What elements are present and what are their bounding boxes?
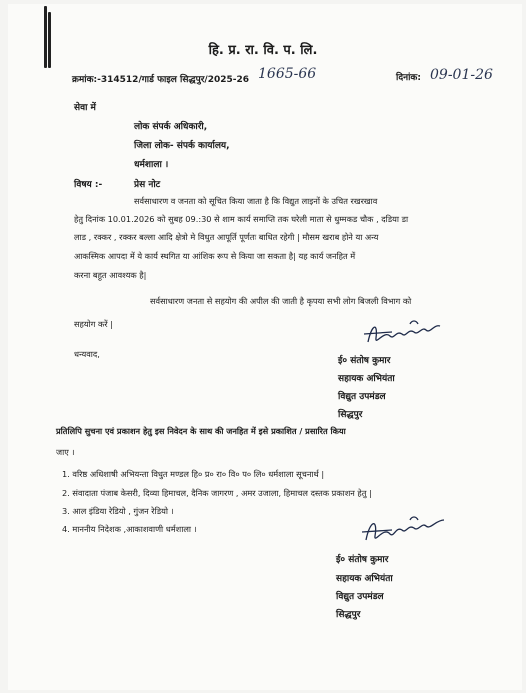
- copy-item: 1. वरिष्ठ अधिशाषी अभियन्ता विधुत मण्डल हि० प्र० रा० वि० प० लि० धर्मशाला सूचनार्थ |: [62, 469, 325, 479]
- signatory-office: विद्युत उपमंडल: [338, 392, 386, 402]
- body-line: हेतु दिनांक 10.01.2026 को सुबह 09.:30 से शाम कार्य समाप्ति तक घरेली माता से धुम्मकड चौक , दडिया डा: [74, 214, 409, 224]
- body-line: आकस्मिक आपदा में ये कार्य स्थगित या आंशिक रूप से किया जा सकता है| यह कार्य जनहित में: [74, 251, 356, 261]
- signatory-office: विद्युत उपमंडल: [336, 592, 384, 602]
- signatory-name: ई० संतोष कुमार: [338, 356, 391, 366]
- signatory-place: सिद्धपुर: [338, 410, 363, 420]
- signatory-place: सिद्धपुर: [336, 610, 361, 620]
- addressee-line-1: लोक संपर्क अधिकारी,: [134, 122, 208, 132]
- thanks-text: धन्यवाद,: [74, 349, 100, 359]
- copy-item: 2. संवादाता पंजाब केसरी, दिव्या हिमाचल, दैनिक जागरण , अमर उजाला, हिमाचल दस्तक प्रकाशन हेतु |: [62, 488, 372, 498]
- copy-intro-cont: जाए ।: [56, 447, 75, 457]
- signatory-name: ई० संतोष कुमार: [336, 555, 389, 565]
- addressee-line-2: जिला लोक- संपर्क कार्यालय,: [134, 141, 230, 151]
- handwritten-signature: [360, 512, 450, 548]
- body-line: सर्वसाधारण व जनता को सूचित किया जाता है कि विद्युत लाइनों के उचित रखरखाव: [134, 196, 378, 206]
- body-line: करना बहुत आवश्यक है|: [74, 270, 147, 280]
- handwritten-dispatch-number: 1665-66: [258, 66, 317, 82]
- subject-text: प्रेस नोट: [134, 180, 161, 190]
- addressee-line-3: धर्मशाला ।: [134, 160, 169, 170]
- date-label: दिनांक:: [396, 73, 421, 83]
- appeal-line: सहयोग करें |: [74, 319, 113, 329]
- staple-pin: [44, 6, 47, 68]
- copy-intro: प्रतिलिपि सुचना एवं प्रकाशन हेतु इस निवेदन के साथ की जनहित में इसे प्रकाशित / प्रसारित किया: [56, 426, 346, 436]
- body-line: लाड , रक्कर , रक्कर बल्ला आदि क्षेत्रो मे विधुत आपूर्ति पूर्णतः बाधित रहेगी | मौसम खराब होने या अन्य: [74, 232, 379, 242]
- org-header: हि. प्र. रा. वि. प. लि.: [208, 43, 318, 58]
- reference-number: क्रमांक:-314512/गार्ड फाइल सिद्धपुर/2025-26: [72, 75, 249, 85]
- copy-item: 3. आल इंडिया रेडियो , गुंजन रेडियो ।: [62, 506, 174, 516]
- handwritten-signature: [362, 316, 448, 350]
- subject-label: विषय :-: [74, 180, 103, 190]
- addressee-seva-mein: सेवा में: [74, 103, 96, 113]
- handwritten-date: 09-01-26: [430, 67, 493, 83]
- appeal-line: सर्वसाधारण जनता से सहयोग की अपील की जाती है कृपया सभी लोग बिजली विभाग को: [150, 296, 412, 306]
- signatory-designation: सहायक अभियंता: [336, 574, 393, 584]
- signatory-designation: सहायक अभियंता: [338, 374, 395, 384]
- copy-item: 4. माननीय निदेशक ,आकाशवाणी धर्मशाला ।: [62, 524, 197, 534]
